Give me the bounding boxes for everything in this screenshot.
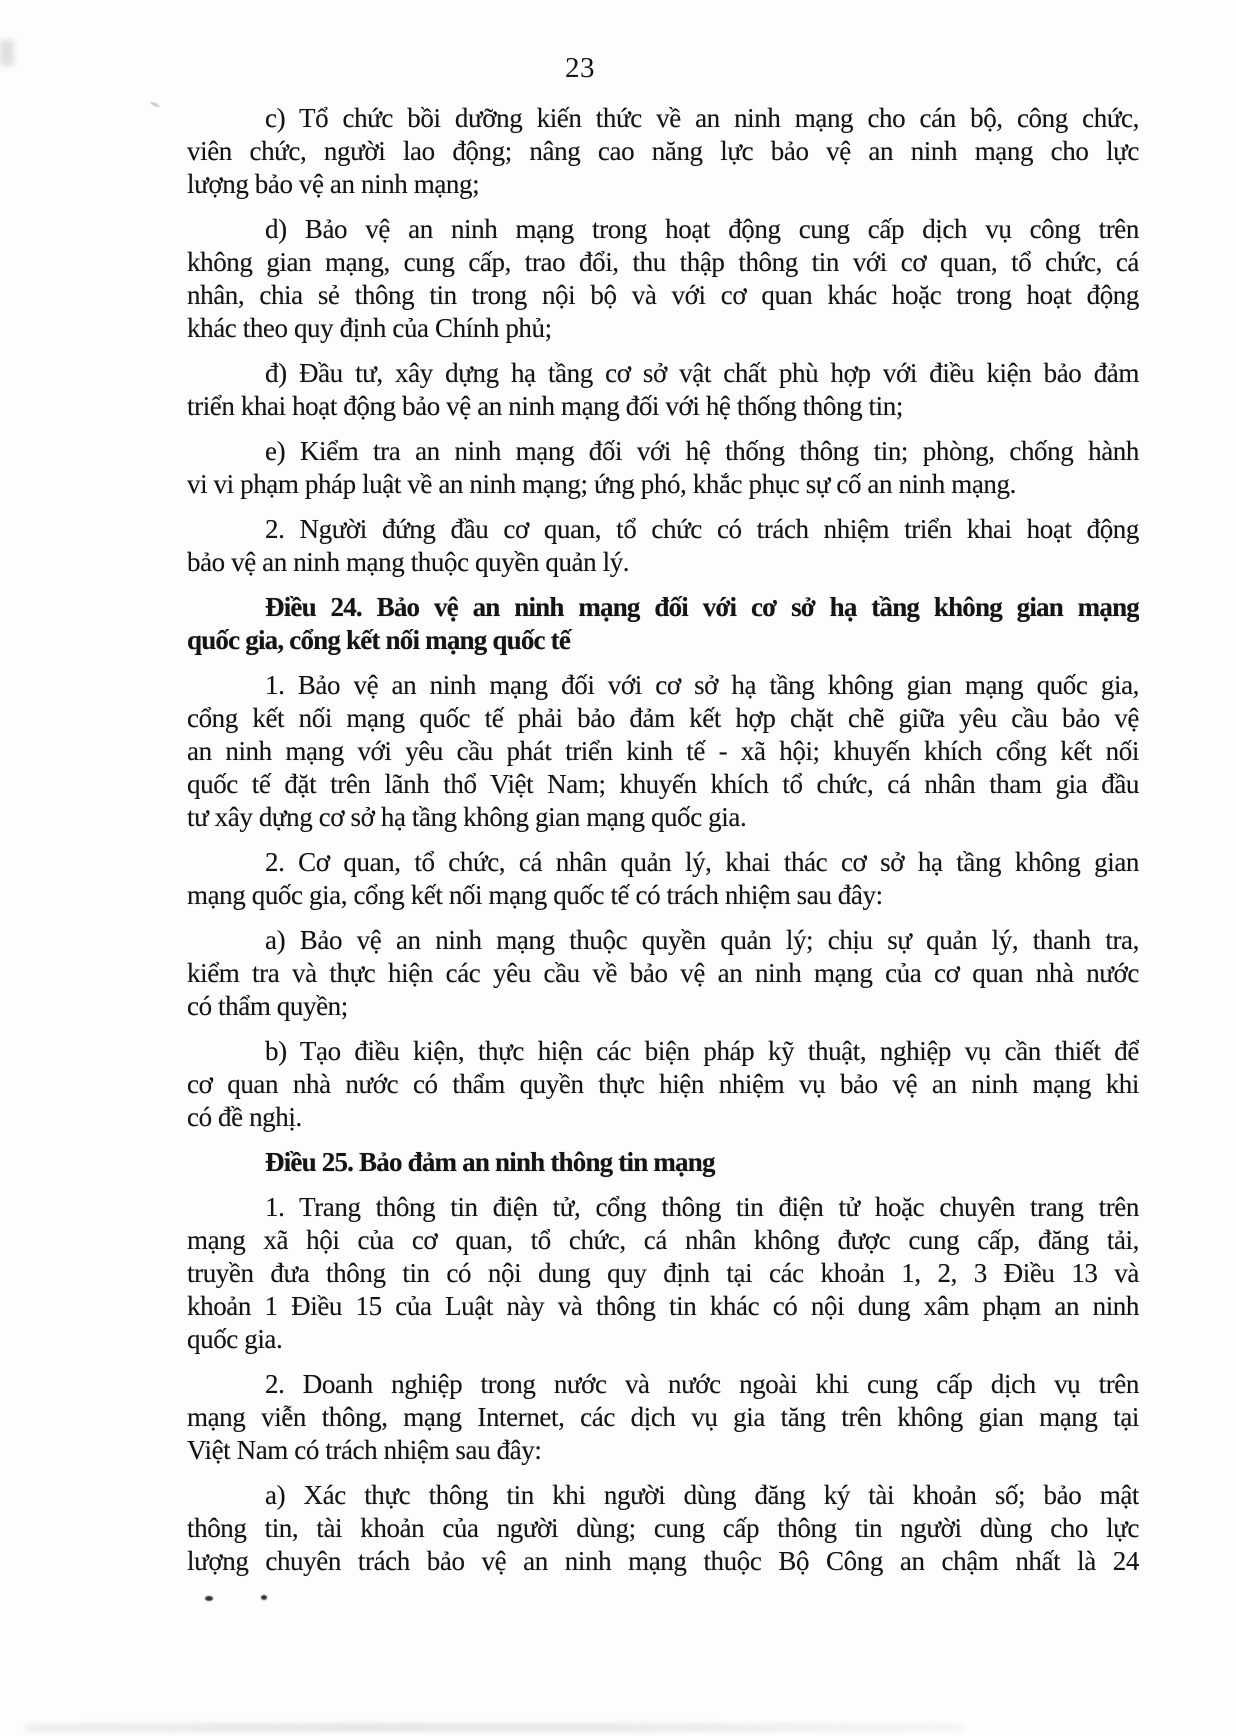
text-line: cơ quan nhà nước có thẩm quyền thực hiện nhiệm vụ bảo vệ an ninh mạng khi: [187, 1069, 1139, 1099]
text-line: a) Bảo vệ an ninh mạng thuộc quyền quản lý; chịu sự quản lý, thanh tra,: [265, 925, 1139, 955]
text-line: a) Xác thực thông tin khi người dùng đăng ký tài khoản số; bảo mật: [265, 1480, 1139, 1510]
text-line: thông tin, tài khoản của người dùng; cung cấp thông tin người dùng cho lực: [187, 1513, 1139, 1543]
document-body: [187, 102, 1139, 1578]
scan-artifact: [150, 101, 160, 108]
text-line: Điều 25. Bảo đảm an ninh thông tin mạng: [265, 1147, 715, 1177]
text-line: e) Kiểm tra an ninh mạng đối với hệ thống thông tin; phòng, chống hành: [265, 436, 1139, 466]
text-line: c) Tổ chức bồi dưỡng kiến thức về an ninh mạng cho cán bộ, công chức,: [265, 103, 1139, 133]
paragraph: [187, 435, 1139, 501]
page-number: 23: [565, 52, 595, 84]
text-line: đ) Đầu tư, xây dựng hạ tầng cơ sở vật chất phù hợp với điều kiện bảo đảm: [265, 358, 1139, 388]
text-line: 1. Bảo vệ an ninh mạng đối với cơ sở hạ tầng không gian mạng quốc gia,: [265, 670, 1139, 700]
paragraph: [187, 213, 1139, 345]
text-line: mạng viễn thông, mạng Internet, các dịch vụ gia tăng trên không gian mạng tại: [187, 1402, 1139, 1432]
paragraph: [187, 1368, 1139, 1467]
text-line: lượng chuyên trách bảo vệ an ninh mạng thuộc Bộ Công an chậm nhất là 24: [187, 1546, 1139, 1576]
text-line: an ninh mạng với yêu cầu phát triển kinh tế - xã hội; khuyến khích cổng kết nối: [187, 736, 1139, 766]
text-line: nhân, chia sẻ thông tin trong nội bộ và với cơ quan khác hoặc trong hoạt động: [187, 280, 1139, 310]
text-line: viên chức, người lao động; nâng cao năng lực bảo vệ an ninh mạng cho lực: [187, 136, 1139, 166]
paragraph: [187, 846, 1139, 912]
paragraph: [187, 1035, 1139, 1134]
paragraph: [187, 924, 1139, 1023]
paragraph: [187, 1479, 1139, 1578]
scan-artifact: [205, 1596, 213, 1601]
text-line: d) Bảo vệ an ninh mạng trong hoạt động cung cấp dịch vụ công trên: [265, 214, 1139, 244]
text-line: truyền đưa thông tin có nội dung quy định tại các khoản 1, 2, 3 Điều 13 và: [187, 1258, 1139, 1288]
text-line: kiểm tra và thực hiện các yêu cầu về bảo vệ an ninh mạng của cơ quan nhà nước: [187, 958, 1139, 988]
text-line: Điều 24. Bảo vệ an ninh mạng đối với cơ sở hạ tầng không gian mạng: [265, 592, 1139, 622]
text-line: không gian mạng, cung cấp, trao đổi, thu thập thông tin với cơ quan, tổ chức, cá: [187, 247, 1139, 277]
text-line: tư xây dựng cơ sở hạ tầng không gian mạng quốc gia.: [187, 802, 747, 832]
text-line: quốc gia.: [187, 1324, 283, 1354]
text-line: triển khai hoạt động bảo vệ an ninh mạng đối với hệ thống thông tin;: [187, 391, 903, 421]
text-line: quốc tế đặt trên lãnh thổ Việt Nam; khuyến khích tổ chức, cá nhân tham gia đầu: [187, 769, 1139, 799]
text-line: bảo vệ an ninh mạng thuộc quyền quản lý.: [187, 547, 630, 577]
article-heading: [187, 591, 1139, 657]
text-line: Việt Nam có trách nhiệm sau đây:: [187, 1435, 542, 1465]
text-line: 2. Người đứng đầu cơ quan, tổ chức có trách nhiệm triển khai hoạt động: [265, 514, 1139, 544]
scan-artifact: [25, 1723, 965, 1732]
paragraph: [187, 102, 1139, 201]
text-line: 2. Cơ quan, tổ chức, cá nhân quản lý, khai thác cơ sở hạ tầng không gian: [265, 847, 1139, 877]
text-line: b) Tạo điều kiện, thực hiện các biện pháp kỹ thuật, nghiệp vụ cần thiết để: [265, 1036, 1139, 1066]
article-heading: [187, 1146, 1139, 1179]
text-line: khác theo quy định của Chính phủ;: [187, 313, 552, 343]
text-line: lượng bảo vệ an ninh mạng;: [187, 169, 480, 199]
text-line: 2. Doanh nghiệp trong nước và nước ngoài khi cung cấp dịch vụ trên: [265, 1369, 1139, 1399]
text-line: mạng xã hội của cơ quan, tổ chức, cá nhân không được cung cấp, đăng tải,: [187, 1225, 1139, 1255]
paragraph: [187, 513, 1139, 579]
text-line: quốc gia, cổng kết nối mạng quốc tế: [187, 625, 571, 655]
text-line: cổng kết nối mạng quốc tế phải bảo đảm kết hợp chặt chẽ giữa yêu cầu bảo vệ: [187, 703, 1139, 733]
text-line: có thẩm quyền;: [187, 991, 348, 1021]
text-line: vi vi phạm pháp luật về an ninh mạng; ứng phó, khắc phục sự cố an ninh mạng.: [187, 469, 1016, 499]
paragraph: [187, 357, 1139, 423]
text-line: có đề nghị.: [187, 1102, 302, 1132]
scan-artifact: [261, 1595, 267, 1600]
scan-artifact: [0, 40, 14, 66]
paragraph: [187, 1191, 1139, 1356]
text-line: 1. Trang thông tin điện tử, cổng thông tin điện tử hoặc chuyên trang trên: [265, 1192, 1139, 1222]
text-line: mạng quốc gia, cổng kết nối mạng quốc tế có trách nhiệm sau đây:: [187, 880, 883, 910]
paragraph: [187, 669, 1139, 834]
text-line: khoản 1 Điều 15 của Luật này và thông tin khác có nội dung xâm phạm an ninh: [187, 1291, 1139, 1321]
